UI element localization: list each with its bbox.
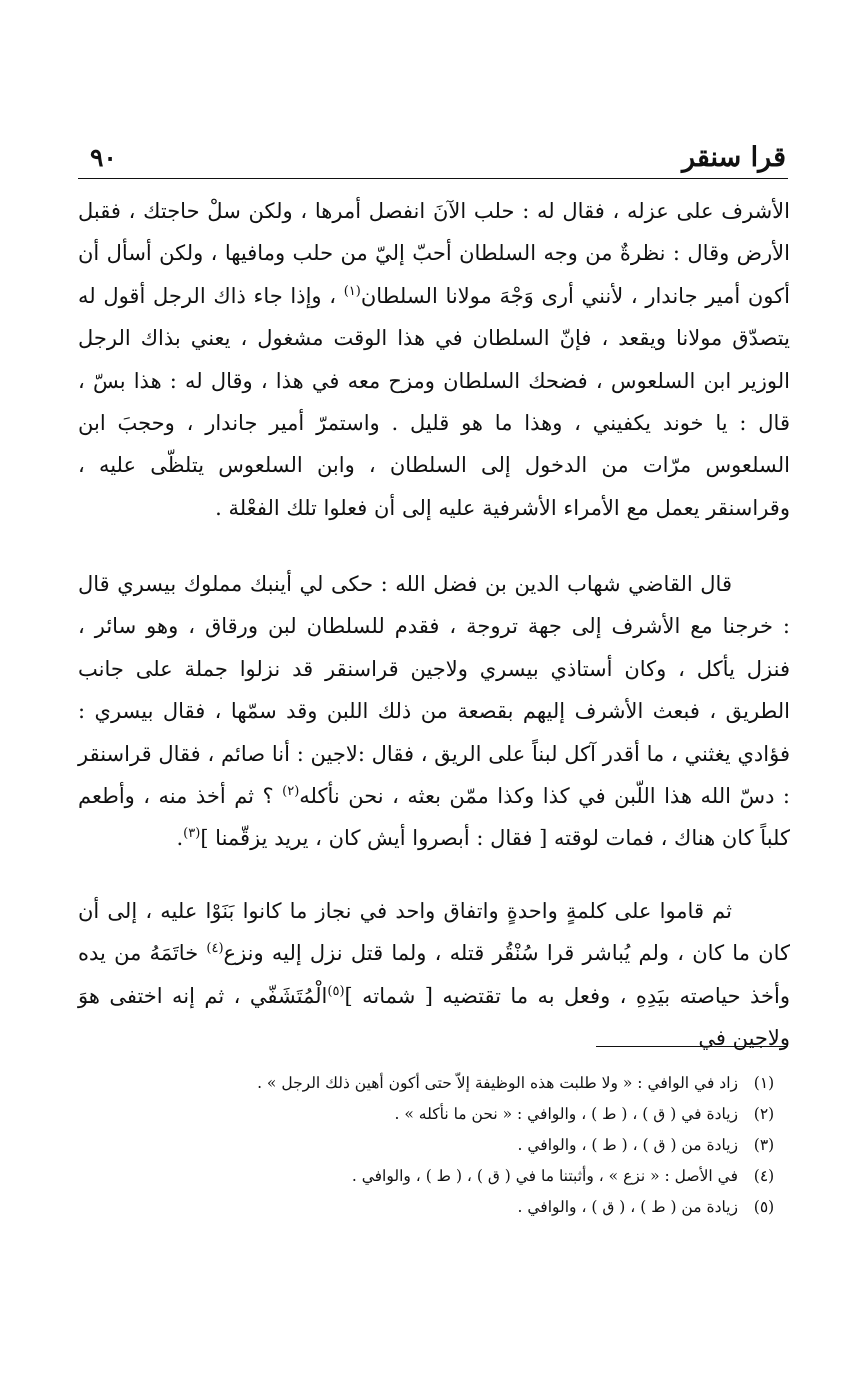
- paragraph: [78, 890, 790, 1060]
- footnote-number: (٥): [753, 1198, 775, 1216]
- text-run: الْمُتَشَفّي ، ثم إنه اختفى هوَ ولاجين في: [78, 983, 790, 1051]
- paragraph: [78, 190, 790, 529]
- page-number: ٩٠: [90, 143, 117, 172]
- footnote: [200, 1130, 790, 1161]
- footnote-text: زيادة من ( ط ) ، ( ق ) ، والوافي .: [517, 1198, 738, 1216]
- footnote-text: زيادة من ( ق ) ، ( ط ) ، والوافي .: [517, 1136, 738, 1154]
- text-run: ؟ ثم أخذ منه ، وأطعم كلباً كان هناك ، فمات لوقته [ فقال : أبصروا أيش كان ، يريد يزقّمنا ]: [78, 784, 790, 851]
- footnote-text: في الأصل : « نزع » ، وأثبتنا ما في ( ق ) ، ( ط ) ، والوافي .: [351, 1167, 738, 1185]
- running-title: قرا سنقر: [681, 142, 786, 173]
- footnote: [200, 1099, 790, 1130]
- text-run: قال القاضي شهاب الدين بن فضل الله : حكى لي أينبك مملوك بيسري قال : خرجنا مع الأشرف إلى جهة تروجة ، فقدم للسلطان لبن ورقاق ، وهو سائر ، فنزل يأكل ، وكان أستاذي بيسري ولاجين قراسنقر قد نزلوا جملة على جانب الطريق ، فبعث الأشرف إليهم بقصعة من ذلك اللبن وقد سمّها ، فقال بيسري : فؤادي يغثني ، ما أقدر آكل لبناً على الريق ، فقال :لاجين : أنا صائم ، فقال قراسنقر : دسّ الله هذا اللّبن في كذا وكذا ممّن بعثه ، نحن نأكله: [78, 572, 790, 809]
- text-run: الأشرف على عزله ، فقال له : حلب الآنَ انفصل أمرها ، ولكن سلْ حاجتك ، فقبل الأرض وقال : نظرةٌ من وجه السلطان أحبّ إليّ من حلب ومافيها ، ولكن أسأل أن أكون أمير جاندار ، لأنني أرى وَجْهَ مولانا السلطان: [78, 199, 790, 308]
- text-run: ثم قاموا على كلمةٍ واحدةٍ واتفاق واحد في نجاز ما كانوا بَنَوْا عليه ، إلى أن كان ما كان ، ولم يُباشر قرا سُنْقُر قتله ، ولما قتل نزل إليه ونزع: [78, 899, 790, 966]
- footnote: [200, 1161, 790, 1192]
- footnote-number: (٢): [753, 1105, 775, 1123]
- text-run: ، وإذا جاء ذاك الرجل أقول له يتصدّق مولانا ويقعد ، فإنّ السلطان في هذا الوقت مشغول ، يعني بذاك الرجل الوزير ابن السلعوس ، فضحك السلطان ومزح معه في هذا ، وقال له : هذا بسّ ، قال : يا خوند يكفيني ، وهذا ما هو قليل . واستمرّ أمير جاندار ، وحجبَ ابن السلعوس مرّات من الدخول إلى السلطان ، وابن السلعوس يتلظّى عليه ، وقراسنقر يعمل مع الأمراء الأشرفية عليه إلى أن فعلوا تلك الفعْلة .: [78, 283, 790, 520]
- text-run: خاتَمَهُ من يده وأخذ حياصته بيَدِهِ ، وفعل به ما تقتضيه [ شماته ]: [78, 941, 790, 1008]
- header-rule: [78, 178, 788, 179]
- footnotes: [200, 1068, 790, 1223]
- footnote-text: زيادة في ( ق ) ، ( ط ) ، والوافي : « نحن ما نأكله » .: [394, 1105, 738, 1123]
- footnote-ref: (١): [343, 283, 361, 299]
- footnote-ref: (٤): [206, 941, 224, 957]
- footnote-number: (١): [753, 1074, 775, 1092]
- footnote-number: (٤): [753, 1167, 775, 1185]
- text-run: .: [176, 826, 184, 851]
- footnote-ref: (٣): [183, 826, 201, 842]
- footnote-ref: (٥): [327, 983, 345, 999]
- footnote-ref: (٢): [282, 784, 300, 800]
- footnote-number: (٣): [753, 1136, 775, 1154]
- footnote: [200, 1068, 790, 1099]
- paragraph: [78, 563, 790, 860]
- footnote: [200, 1192, 790, 1223]
- footnote-text: زاد في الوافي : « ولا طلبت هذه الوظيفة إلاّ حتى أكون أهين ذلك الرجل » .: [257, 1074, 738, 1092]
- running-header: [80, 138, 786, 178]
- footnote-rule: [596, 1046, 786, 1047]
